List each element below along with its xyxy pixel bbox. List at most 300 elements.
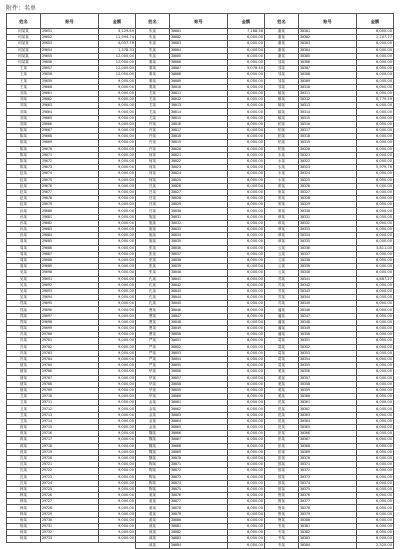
name-cell: 范某 <box>265 425 299 431</box>
account-cell: 30325 <box>299 177 357 183</box>
amount-cell: 6,000.00 <box>228 437 265 443</box>
account-cell: 29659 <box>41 78 99 84</box>
amount-cell: 6,000.00 <box>228 165 265 171</box>
account-cell: 30370 <box>299 455 357 461</box>
account-cell: 30335 <box>299 239 357 245</box>
amount-cell: 9,000.00 <box>99 90 136 96</box>
name-cell: 尤某 <box>136 109 170 115</box>
name-cell: 吴某 <box>7 276 41 282</box>
amount-cell: 6,000.00 <box>357 109 394 115</box>
account-cell: 30041 <box>170 276 228 282</box>
amount-cell: 6,000.00 <box>228 214 265 220</box>
name-cell: 谢某 <box>265 47 299 53</box>
amount-cell: 6,000.00 <box>228 140 265 146</box>
name-cell: 孔某 <box>136 276 170 282</box>
account-cell: 29724 <box>41 480 99 486</box>
account-cell: 30368 <box>299 443 357 449</box>
amount-cell: 6,000.00 <box>228 288 265 294</box>
account-cell: 30364 <box>299 418 357 424</box>
name-cell: 张某 <box>136 270 170 276</box>
account-cell: 30371 <box>299 462 357 468</box>
account-cell: 30381 <box>299 524 357 530</box>
name-cell: 郑某 <box>7 307 41 313</box>
account-cell: 30007 <box>170 66 228 72</box>
account-cell: 29714 <box>41 418 99 424</box>
amount-cell: 6,000.00 <box>228 202 265 208</box>
account-cell: 30026 <box>170 183 228 189</box>
account-cell: 30372 <box>299 468 357 474</box>
amount-cell: 9,000.00 <box>99 431 136 437</box>
amount-cell: 9,000.00 <box>99 319 136 325</box>
account-cell: 29712 <box>41 406 99 412</box>
name-cell: 秦某 <box>136 84 170 90</box>
account-cell: 29654 <box>41 47 99 53</box>
account-cell: 30069 <box>170 449 228 455</box>
amount-cell: 6,000.00 <box>357 72 394 78</box>
name-cell: 华某 <box>136 369 170 375</box>
amount-cell: 6,000.00 <box>228 128 265 134</box>
name-cell: 王某 <box>7 66 41 72</box>
name-cell: 许某 <box>136 128 170 134</box>
amount-cell: 9,000.00 <box>99 103 136 109</box>
amount-cell: 6,000.00 <box>228 443 265 449</box>
account-cell: 30009 <box>170 78 228 84</box>
amount-cell: 9,000.00 <box>99 121 136 127</box>
name-cell: 姜某 <box>136 517 170 523</box>
account-cell: 30360 <box>299 394 357 400</box>
name-cell: 施某 <box>136 220 170 226</box>
amount-cell: 5,979.76 <box>357 165 394 171</box>
account-cell: 29731 <box>41 524 99 530</box>
name-cell: 陈某 <box>7 152 41 158</box>
name-cell: 卫某 <box>7 412 41 418</box>
name-cell: 何某 <box>136 177 170 183</box>
amount-cell: 6,000.00 <box>228 326 265 332</box>
amount-cell: 6,000.00 <box>357 486 394 492</box>
name-cell: 陈某 <box>7 128 41 134</box>
account-cell: 30035 <box>170 239 228 245</box>
account-cell: 30329 <box>299 202 357 208</box>
amount-cell: 6,000.00 <box>357 295 394 301</box>
amount-cell: 6,000.00 <box>357 524 394 530</box>
amount-cell: 9,000.00 <box>99 128 136 134</box>
account-cell: 30363 <box>299 412 357 418</box>
amount-cell: 6,000.00 <box>228 412 265 418</box>
account-cell: 30004 <box>170 47 228 53</box>
account-cell: 29675 <box>41 177 99 183</box>
name-cell: 魏某 <box>136 431 170 437</box>
name-cell: 秦某 <box>136 66 170 72</box>
account-cell: 30350 <box>299 332 357 338</box>
account-cell: 29726 <box>41 493 99 499</box>
account-cell: 30356 <box>299 369 357 375</box>
account-cell: 29676 <box>41 183 99 189</box>
name-cell: 窦某 <box>265 208 299 214</box>
amount-cell: 6,000.00 <box>228 313 265 319</box>
account-cell: 30373 <box>299 474 357 480</box>
name-cell: 潘某 <box>265 319 299 325</box>
amount-cell: 9,000.00 <box>99 412 136 418</box>
name-cell: 吴某 <box>7 270 41 276</box>
amount-cell: 6,000.00 <box>228 406 265 412</box>
amount-cell: 9,000.00 <box>99 165 136 171</box>
name-cell: 陶某 <box>136 486 170 492</box>
amount-cell: 6,000.00 <box>357 59 394 65</box>
amount-cell: 6,000.00 <box>228 270 265 276</box>
amount-cell: 6,000.00 <box>228 264 265 270</box>
name-cell: 沈某 <box>7 474 41 480</box>
name-cell: 陈某 <box>7 134 41 140</box>
account-cell: 29679 <box>41 202 99 208</box>
amount-cell: 9,000.00 <box>99 499 136 505</box>
account-cell: 30323 <box>299 165 357 171</box>
account-cell: 30366 <box>299 431 357 437</box>
amount-cell: 9,000.00 <box>99 189 136 195</box>
amount-cell: 9,000.00 <box>99 480 136 486</box>
account-cell: 30347 <box>299 313 357 319</box>
amount-cell: 6,000.00 <box>228 468 265 474</box>
amount-cell: 6,000.00 <box>357 171 394 177</box>
account-cell: 30332 <box>299 220 357 226</box>
amount-cell: 9,000.00 <box>99 115 136 121</box>
amount-cell: 6,000.00 <box>357 41 394 47</box>
name-cell: 蒋某 <box>7 425 41 431</box>
account-cell: 30359 <box>299 387 357 393</box>
account-cell: 30060 <box>170 394 228 400</box>
name-cell: 孙某 <box>7 233 41 239</box>
name-cell: 邹某 <box>265 66 299 72</box>
name-cell: 赵某 <box>7 171 41 177</box>
account-cell: 30079 <box>170 511 228 517</box>
amount-cell: 6,000.00 <box>228 220 265 226</box>
name-cell: 苏某 <box>265 295 299 301</box>
amount-cell: 6,000.00 <box>228 462 265 468</box>
amount-cell: 6,000.00 <box>228 158 265 164</box>
account-cell: 30358 <box>299 381 357 387</box>
name-cell: 朱某 <box>136 53 170 59</box>
name-cell: 苏某 <box>265 288 299 294</box>
name-cell: 金某 <box>136 400 170 406</box>
amount-cell: 2,520.00 <box>357 542 394 548</box>
name-cell: 褚某 <box>7 369 41 375</box>
name-cell: 郑某 <box>7 326 41 332</box>
amount-cell: 6,000.00 <box>357 208 394 214</box>
account-cell: 30072 <box>170 468 228 474</box>
account-cell: 30043 <box>170 288 228 294</box>
name-cell: 水某 <box>265 158 299 164</box>
account-cell: 30075 <box>170 486 228 492</box>
amount-cell: 9,000.00 <box>99 443 136 449</box>
name-cell: 刘某 <box>7 109 41 115</box>
account-cell: 30380 <box>299 517 357 523</box>
amount-cell: 6,000.00 <box>357 301 394 307</box>
account-cell: 30321 <box>299 152 357 158</box>
account-cell: 29711 <box>41 400 99 406</box>
account-cell: 29702 <box>41 344 99 350</box>
account-cell: 30019 <box>170 140 228 146</box>
account-cell: 29720 <box>41 455 99 461</box>
name-cell: 何某 <box>136 158 170 164</box>
amount-cell: 6,000.00 <box>228 208 265 214</box>
name-cell: 严某 <box>136 344 170 350</box>
amount-cell: 6,000.00 <box>357 326 394 332</box>
amount-cell: 6,000.00 <box>228 276 265 282</box>
amount-cell: 6,000.00 <box>228 381 265 387</box>
account-cell: 29732 <box>41 530 99 536</box>
account-cell: 29717 <box>41 437 99 443</box>
amount-cell: 6,000.00 <box>228 115 265 121</box>
name-cell: 范某 <box>265 406 299 412</box>
name-cell: 何某某 <box>7 35 41 41</box>
name-cell: 章某 <box>265 220 299 226</box>
amount-cell: 6,000.00 <box>357 431 394 437</box>
account-cell: 30073 <box>170 474 228 480</box>
amount-cell: 6,000.00 <box>357 443 394 449</box>
name-cell: 许某 <box>136 121 170 127</box>
name-cell: 尤某 <box>136 115 170 121</box>
name-cell: 邹某 <box>265 72 299 78</box>
name-cell: 鲁某 <box>265 499 299 505</box>
name-cell: 杨某 <box>7 524 41 530</box>
amount-cell: 9,000.00 <box>99 486 136 492</box>
amount-cell: 6,000.00 <box>228 431 265 437</box>
account-cell: 30025 <box>170 177 228 183</box>
name-cell: 严某 <box>136 350 170 356</box>
account-cell: 30377 <box>299 499 357 505</box>
account-cell: 29733 <box>41 536 99 542</box>
account-cell: 29667 <box>41 128 99 134</box>
account-cell: 29655 <box>41 53 99 59</box>
name-cell: 朱某 <box>136 29 170 35</box>
amount-cell: 6,000.00 <box>357 103 394 109</box>
name-cell: 潘某 <box>265 313 299 319</box>
amount-cell: 6,000.00 <box>357 313 394 319</box>
name-cell: 奚某 <box>265 375 299 381</box>
name-cell: 彭某 <box>265 449 299 455</box>
name-cell: 赵某 <box>7 183 41 189</box>
name-cell: 魏某 <box>136 443 170 449</box>
account-cell: 30330 <box>299 208 357 214</box>
account-cell: 30003 <box>170 41 228 47</box>
amount-cell: 6,000.00 <box>357 480 394 486</box>
amount-cell: 6,000.00 <box>357 196 394 202</box>
amount-cell: 6,000.00 <box>228 251 265 257</box>
account-cell: 30319 <box>299 140 357 146</box>
amount-cell: 9,000.00 <box>99 97 136 103</box>
name-cell: 魏某 <box>136 449 170 455</box>
amount-cell: 6,000.00 <box>357 468 394 474</box>
name-cell: 柏某 <box>265 146 299 152</box>
amount-cell: 6,000.00 <box>228 499 265 505</box>
account-cell: 30310 <box>299 84 357 90</box>
name-cell: 施某 <box>136 214 170 220</box>
account-cell: 30058 <box>170 381 228 387</box>
amount-cell: 9,000.00 <box>99 140 136 146</box>
account-cell: 29698 <box>41 319 99 325</box>
account-cell: 30077 <box>170 499 228 505</box>
account-cell: 30344 <box>299 295 357 301</box>
amount-cell: 6,000.00 <box>228 307 265 313</box>
name-cell: 何某 <box>136 165 170 171</box>
name-cell: 王某 <box>7 84 41 90</box>
account-cell: 30059 <box>170 387 228 393</box>
account-cell: 29671 <box>41 152 99 158</box>
amount-cell: 6,000.00 <box>357 29 394 35</box>
account-cell: 30081 <box>170 524 228 530</box>
name-cell: 范某 <box>265 418 299 424</box>
account-cell: 30063 <box>170 412 228 418</box>
name-cell: 尤某 <box>136 103 170 109</box>
amount-cell: 6,000.00 <box>357 363 394 369</box>
header-account: 账号 <box>170 14 228 29</box>
amount-cell: 4,687.27 <box>357 276 394 282</box>
name-cell: 王某 <box>7 78 41 84</box>
name-cell: 郑某 <box>7 301 41 307</box>
account-cell: 30349 <box>299 326 357 332</box>
account-cell: 30327 <box>299 189 357 195</box>
name-cell: 韩某 <box>7 493 41 499</box>
account-cell: 29693 <box>41 288 99 294</box>
account-cell: 30051 <box>170 338 228 344</box>
amount-cell: 9,000.00 <box>357 183 394 189</box>
name-cell: 冯某 <box>7 356 41 362</box>
account-cell: 30378 <box>299 505 357 511</box>
account-cell: 29729 <box>41 511 99 517</box>
name-cell: 吕某 <box>136 202 170 208</box>
name-cell: 沈某 <box>7 462 41 468</box>
amount-cell: 9,000.00 <box>99 462 136 468</box>
account-cell: 30040 <box>170 270 228 276</box>
account-cell: 30309 <box>299 78 357 84</box>
amount-cell: 9,000.00 <box>99 449 136 455</box>
name-cell: 吕某 <box>136 196 170 202</box>
amount-cell: 9,000.00 <box>99 196 136 202</box>
name-cell: 孙某 <box>7 214 41 220</box>
account-cell: 30012 <box>170 97 228 103</box>
amount-cell: 9,000.00 <box>99 332 136 338</box>
amount-cell: 6,000.00 <box>228 295 265 301</box>
name-cell: 金某 <box>136 425 170 431</box>
amount-cell: 6,000.00 <box>228 530 265 536</box>
amount-cell: 9,000.00 <box>99 307 136 313</box>
name-cell: 潘某 <box>265 307 299 313</box>
account-cell: 30362 <box>299 406 357 412</box>
amount-cell: 6,000.00 <box>357 257 394 263</box>
name-cell: 冯某 <box>7 350 41 356</box>
amount-cell: 6,000.00 <box>228 418 265 424</box>
amount-cell: 6,000.00 <box>357 505 394 511</box>
name-cell: 尤某 <box>136 97 170 103</box>
name-cell: 蒋某 <box>7 443 41 449</box>
account-cell: 30374 <box>299 480 357 486</box>
account-cell: 30028 <box>170 196 228 202</box>
name-cell: 秦某 <box>136 72 170 78</box>
account-cell: 30375 <box>299 486 357 492</box>
amount-cell: 6,000.00 <box>228 338 265 344</box>
account-cell: 30357 <box>299 375 357 381</box>
name-cell: 许某 <box>136 140 170 146</box>
amount-cell: 6,000.00 <box>357 387 394 393</box>
account-cell: 30315 <box>299 115 357 121</box>
amount-cell: 6,000.00 <box>228 394 265 400</box>
account-cell: 30317 <box>299 128 357 134</box>
account-cell: 30033 <box>170 227 228 233</box>
name-cell: 陶某 <box>136 462 170 468</box>
account-cell: 30034 <box>170 233 228 239</box>
account-cell: 30008 <box>170 72 228 78</box>
amount-cell: 6,000.00 <box>357 140 394 146</box>
amount-cell: 6,000.00 <box>228 35 265 41</box>
account-cell: 29662 <box>41 97 99 103</box>
amount-cell: 6,000.00 <box>357 134 394 140</box>
account-cell: 30022 <box>170 158 228 164</box>
name-cell: 葛某 <box>265 363 299 369</box>
amount-cell: 6,000.00 <box>228 97 265 103</box>
account-cell: 30044 <box>170 295 228 301</box>
name-cell: 孙某 <box>7 227 41 233</box>
account-cell: 30005 <box>170 53 228 59</box>
name-cell: 戚某 <box>136 524 170 530</box>
account-cell: 30354 <box>299 356 357 362</box>
amount-cell: 6,000.00 <box>357 115 394 121</box>
amount-cell: 6,000.00 <box>228 400 265 406</box>
amount-cell: 6,000.00 <box>357 455 394 461</box>
account-cell: 30313 <box>299 103 357 109</box>
account-cell: 29690 <box>41 270 99 276</box>
amount-cell: 4,057.79 <box>99 41 136 47</box>
account-cell: 30032 <box>170 220 228 226</box>
account-cell: 29658 <box>41 72 99 78</box>
account-cell: 29669 <box>41 140 99 146</box>
account-cell: 29706 <box>41 369 99 375</box>
amount-cell: 9,000.00 <box>99 313 136 319</box>
account-cell: 30369 <box>299 449 357 455</box>
account-cell: 29687 <box>41 251 99 257</box>
account-cell: 30014 <box>170 109 228 115</box>
name-cell: 谢某 <box>265 35 299 41</box>
amount-cell: 9,000.00 <box>99 146 136 152</box>
amount-cell: 6,000.00 <box>228 369 265 375</box>
name-cell: 韩某 <box>7 499 41 505</box>
amount-cell: 6,000.00 <box>357 338 394 344</box>
account-cell: 30341 <box>299 276 357 282</box>
amount-cell: 9,000.00 <box>99 227 136 233</box>
account-cell: 29723 <box>41 474 99 480</box>
account-cell: 29704 <box>41 356 99 362</box>
account-cell: 30334 <box>299 233 357 239</box>
account-cell: 30367 <box>299 437 357 443</box>
table-row <box>265 542 394 548</box>
amount-cell: 6,000.00 <box>228 134 265 140</box>
amount-cell: 6,000.00 <box>357 493 394 499</box>
amount-cell: 6,000.00 <box>228 350 265 356</box>
account-cell: 29656 <box>41 59 99 65</box>
account-cell: 29692 <box>41 282 99 288</box>
header-amount: 金额 <box>99 14 136 29</box>
amount-cell: 6,000.00 <box>228 344 265 350</box>
name-cell: 周某 <box>7 257 41 263</box>
account-cell: 30326 <box>299 183 357 189</box>
amount-cell: 9,000.00 <box>99 356 136 362</box>
amount-cell: 6,000.00 <box>357 517 394 523</box>
amount-cell: 9,000.00 <box>99 437 136 443</box>
name-cell: 陶某 <box>136 474 170 480</box>
name-cell: 郑某 <box>7 319 41 325</box>
amount-cell: 6,000.00 <box>357 47 394 53</box>
account-cell: 30018 <box>170 134 228 140</box>
amount-cell: 9,000.00 <box>99 282 136 288</box>
name-cell: 卫某 <box>7 418 41 424</box>
